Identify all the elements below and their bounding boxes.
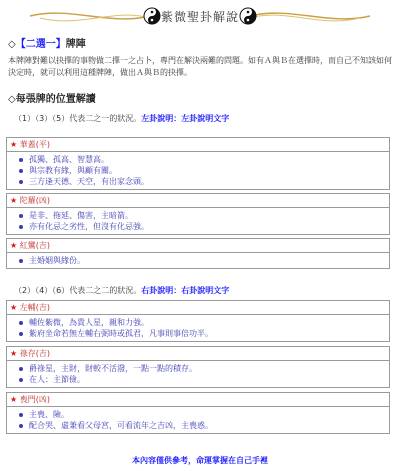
card-tag: (吉) xyxy=(35,303,50,312)
list-item: 孤獨、孤高、智慧高。 xyxy=(29,154,389,165)
group-a-line xyxy=(14,113,229,124)
card-tuoluo xyxy=(6,193,390,235)
intro-paragraph: 本牌陣對難以抉擇的事物做二擇一之占卜，專門在解決兩難的問題。如有Ａ與Ｂ在選擇時，而自己不知該如何決定時，就可以利用這種牌陣，做出Ａ與Ｂ的抉擇。 xyxy=(8,56,392,77)
star-icon: ★ xyxy=(10,140,18,149)
card-tag: (凶) xyxy=(35,196,50,205)
star-icon: ★ xyxy=(10,349,18,358)
list-item: 三方逢天德、天空，有出家念頭。 xyxy=(29,176,389,187)
star-icon: ★ xyxy=(10,395,18,404)
card-title: 華蓋 xyxy=(19,140,36,149)
card-title: 喪門 xyxy=(19,395,36,404)
group-b-text: （2）（4）（6）代表二之二的狀況。 xyxy=(14,286,142,295)
card-tag: (吉) xyxy=(35,349,50,358)
card-huagai xyxy=(6,137,390,190)
card-tag: (平) xyxy=(35,140,50,149)
section-heading-positions xyxy=(8,90,96,105)
list-item: 輔佐紫微，為貴人星，親和力強。 xyxy=(29,317,389,328)
list-item: 與宗教有緣，與顧有關。 xyxy=(29,165,389,176)
card-title: 左輔 xyxy=(19,303,36,312)
left-explanation-link[interactable]: 左卦說明：左卦說明文字 xyxy=(141,114,230,123)
card-header xyxy=(7,138,389,152)
list-item: 亦有化忌之劣性，但沒有化忌強。 xyxy=(29,221,389,232)
list-item: 是非、拖延、傷害，主暗箭。 xyxy=(29,210,389,221)
star-icon: ★ xyxy=(10,196,18,205)
spread-heading-text: 牌陣 xyxy=(65,39,86,50)
card-hongluan xyxy=(6,238,390,269)
star-icon: ★ xyxy=(10,303,18,312)
card-header xyxy=(7,347,389,361)
page-title: 紫微聖卦解說 xyxy=(160,10,239,24)
section-heading-spread xyxy=(8,35,86,50)
card-zuofu xyxy=(6,300,390,342)
list-item: 在人：主節儉。 xyxy=(29,374,389,385)
list-item: 主喪、險。 xyxy=(29,409,389,420)
card-title: 祿存 xyxy=(19,349,36,358)
footer-disclaimer: 本內容僅供參考，命運掌握在自己手裡 xyxy=(132,456,268,465)
card-title: 紅鸞 xyxy=(19,241,36,250)
card-lucun xyxy=(6,346,390,388)
right-explanation-link[interactable]: 右卦說明：右卦說明文字 xyxy=(141,286,230,295)
list-item: 紫府坐命若無左輔右弼時或孤君，凡事則事倍功半。 xyxy=(29,328,389,339)
diamond-icon: ◇ xyxy=(8,94,16,105)
card-sangmen xyxy=(6,392,390,434)
card-tag: (凶) xyxy=(35,395,50,404)
group-b-line xyxy=(14,285,229,296)
spread-bracket-label: 【二選一】 xyxy=(15,39,66,50)
card-header xyxy=(7,194,389,208)
star-icon: ★ xyxy=(10,241,18,250)
list-item: 爵祿星，主財，財較不活潑，一點一點的積存。 xyxy=(29,363,389,374)
card-title: 陀羅 xyxy=(19,196,36,205)
group-a-text: （1）（3）（5）代表二之一的狀況。 xyxy=(14,114,142,123)
page-banner xyxy=(0,2,400,30)
diamond-icon: ◇ xyxy=(8,39,16,50)
positions-heading-text: 每張牌的位置解讀 xyxy=(15,94,96,105)
card-header xyxy=(7,301,389,315)
card-header xyxy=(7,393,389,407)
card-header xyxy=(7,239,389,253)
list-item: 配合哭、虛兼看父母宮，可看流年之吉凶，主喪惑。 xyxy=(29,420,389,431)
list-item: 主婚姻與緣份。 xyxy=(29,255,389,266)
card-tag: (吉) xyxy=(35,241,50,250)
